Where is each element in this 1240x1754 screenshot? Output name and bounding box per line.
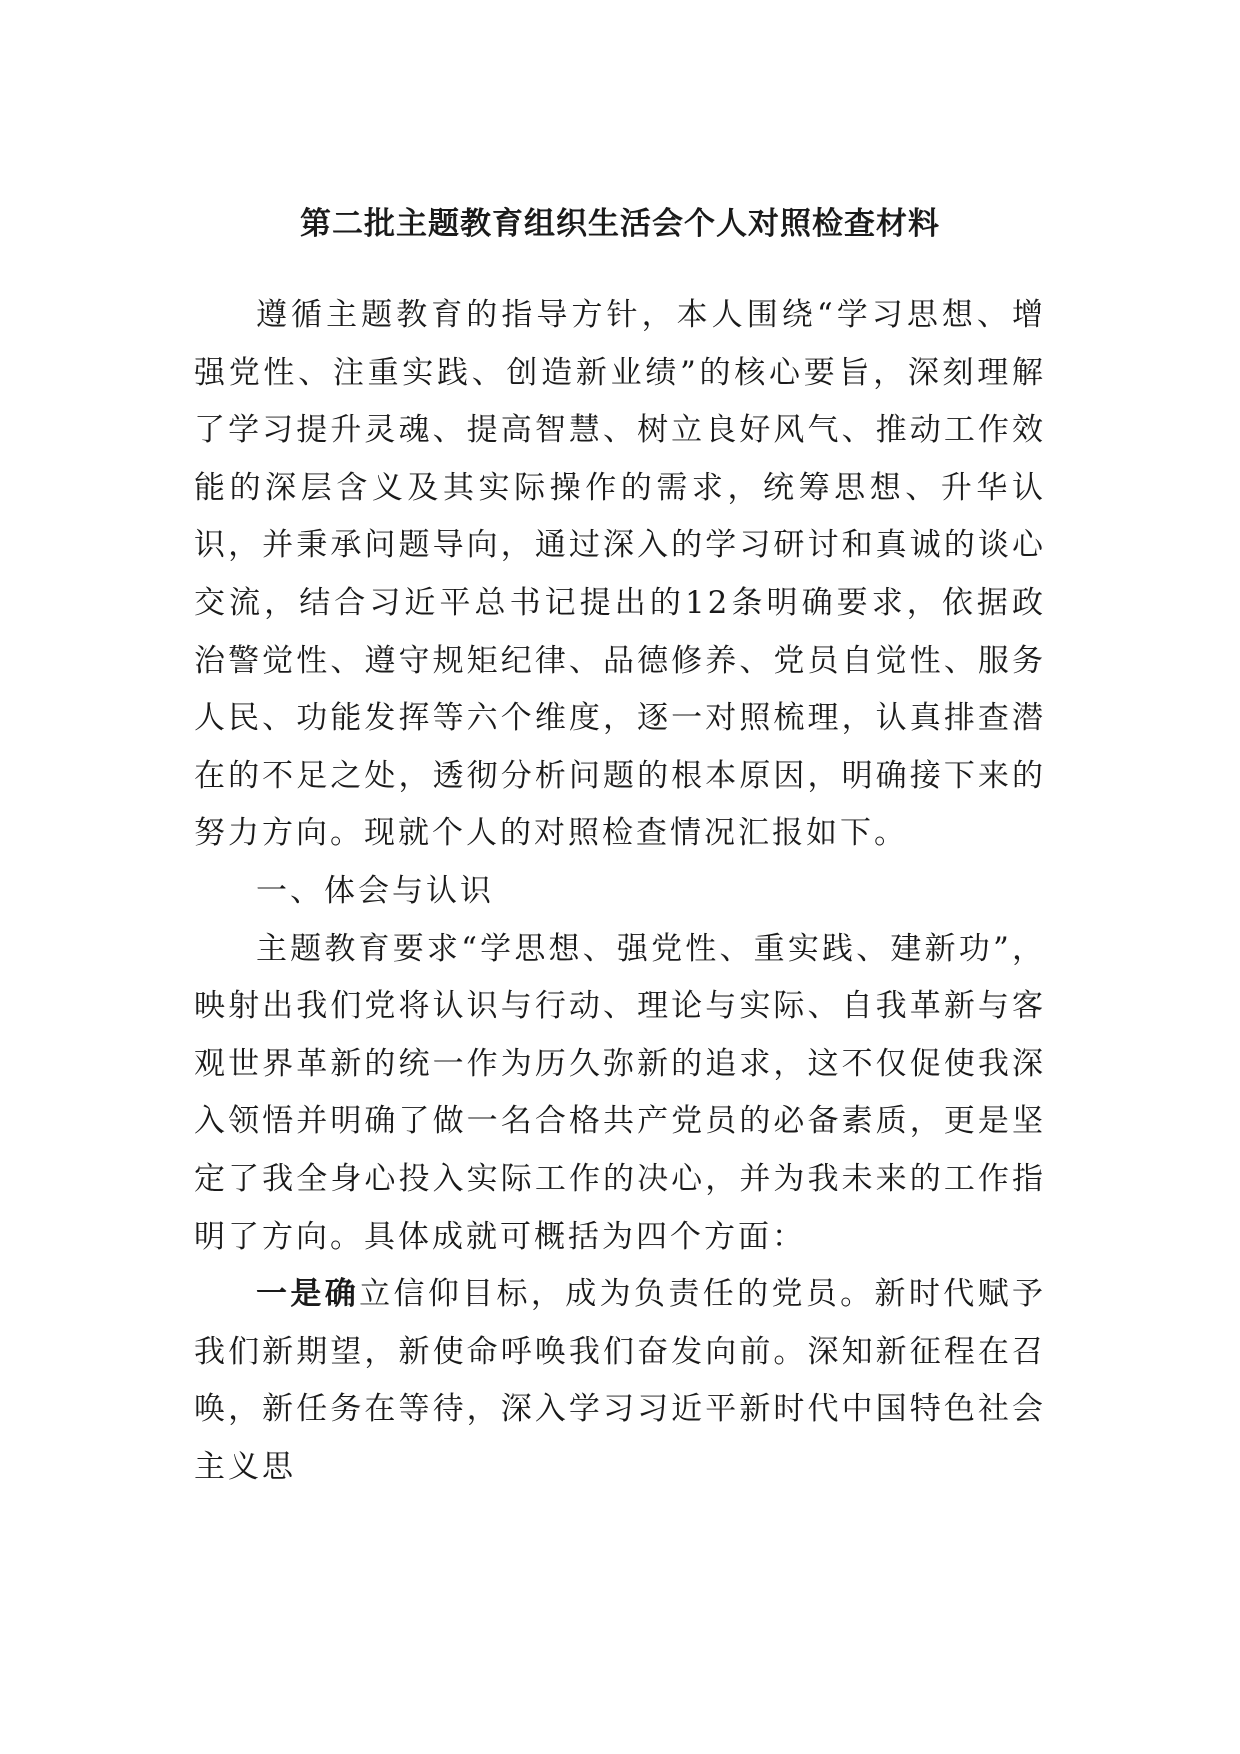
section-1-paragraph: 主题教育要求“学思想、强党性、重实践、建新功”，映射出我们党将认识与行动、理论与实际、自我革新与客观世界革新的统一作为历久弥新的追求，这不仅促使我深入领悟并明确了做一名合格共产党员的必备素质，更是坚定了我全身心投入实际工作的决心，并为我未来的工作指明了方向。具体成就可概括为四个方面： <box>194 930 1046 1255</box>
point-1-paragraph <box>194 1266 1046 1496</box>
document-title: 第二批主题教育组织生活会个人对照检查材料 <box>300 206 940 242</box>
intro-paragraph: 遵循主题教育的指导方针，本人围绕“学习思想、增强党性、注重实践、创造新业绩”的核心要旨，深刻理解了学习提升灵魂、提高智慧、树立良好风气、推动工作效能的深层含义及其实际操作的需求，统筹思想、升华认识，并秉承问题导向，通过深入的学习研讨和真诚的谈心交流，结合习近平总书记提出的12条明确要求，依据政治警觉性、遵守规矩纪律、品德修养、党员自觉性、服务人民、功能发挥等六个维度，逐一对照梳理，认真排查潜在的不足之处，透彻分析问题的根本原因，明确接下来的努力方向。现就个人的对照检查情况汇报如下。 <box>194 297 1046 852</box>
document-body <box>194 287 1046 1496</box>
section-heading-1: 一、体会与认识 <box>256 872 494 909</box>
point-1-lead: 一是确 <box>256 1276 360 1313</box>
point-1-text: 立信仰目标，成为负责任的党员。新时代赋予我们新期望，新使命呼唤我们奋发向前。深知新征程在召唤，新任务在等待，深入学习习近平新时代中国特色社会主义思 <box>194 1276 1047 1485</box>
